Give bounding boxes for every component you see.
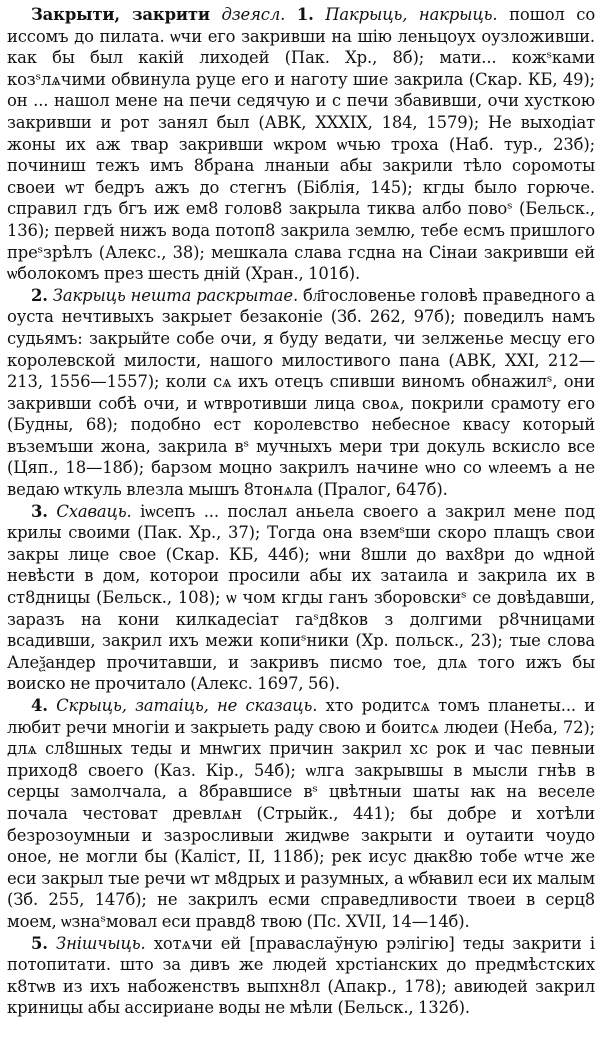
sense-number: 5. xyxy=(31,933,48,953)
headword: Закрыти, закрити xyxy=(31,5,210,24)
sense-text: бл҃гословенье головѣ праведного а оуста нечтивыхъ закрыет безаконіе (Зб. 262, 97б); поведилъ намъ судьямъ: закрыйте собе очи, я буду ведати, чи зелженье месцу его королевской милости, нашого милостивого пана (АВК, XXI, 212—213, 1556—1557); коли сѧ ихъ отецъ спивши виномъ обнажилˢ, они закривши собѣ очи, и ѡтвротивши лица своѧ, покрили срамоту его (Будны, 68); подобно ест королевство небесное квасу который въземъши жона, закрила вˢ мучныхъ мери три докуль вскисло все (Цяп., 18—18б); барзом моцно закрилъ начине ѡно со ѡлеемъ а не ведаю ѡткуль влезла мышъ 8тонѧла (Пралог, 647б). xyxy=(7,285,596,500)
part-of-speech: дзеясл. xyxy=(221,5,286,24)
entry-sense-1 xyxy=(7,4,595,285)
sense-text: іѡсепъ ... послал аньела своего а закрил мене под крилы своими (Пак. Хр., 37); Тогда она вземˢши скоро плащъ свои закры лице свое (Скар. КБ, 44б); ѡни 8шли до вах8ри до ѡдной невѣсти в дом, которои просили абы их затаила и закрила их в ст8дницы (Бельск., 108); ѡ чом кгды ганъ зборовскиˢ се довѣдавши, заразъ на кони килкадесіат гаˢд8ков з долгими р8чницами всадивши, закрил ихъ межи копиˢники (Хр. польск., 23); тые слова Алеѯандер прочитавши, и закривъ писмо тое, длѧ того ижъ бы воиско не прочитало (Алекс. 1697, 56). xyxy=(7,501,595,694)
sense-gloss: Скрыць, затаіць, не сказаць. xyxy=(56,696,318,715)
entry-sense-5 xyxy=(7,933,595,1019)
sense-number: 1. xyxy=(296,5,314,24)
sense-number: 3. xyxy=(31,501,48,521)
sense-gloss: Закрыць нешта раскрытае. xyxy=(52,285,299,305)
sense-gloss: Пакрыць, накрыць. xyxy=(325,5,498,24)
sense-number: 2. xyxy=(31,285,48,305)
sense-text: хотѧчи ей [праваслаўную рэлігію] теды закрити і потопитати. што за дивъ же людей хрстіанских до предмѣстских к8тѡв из ихъ набоженствъ выпхн8л (Апакр., 178); авиюдей закрил криницы абы ассирианe воды не мѣли (Бельск., 132б). xyxy=(7,933,596,1018)
sense-gloss: Схаваць. xyxy=(56,501,132,521)
sense-number: 4. xyxy=(31,696,48,715)
entry-sense-4 xyxy=(7,695,595,933)
entry-sense-3 xyxy=(7,501,595,695)
entry-sense-2 xyxy=(7,285,595,501)
sense-text: пошол со иссомъ до пилата. ѡчи его закривши на шію леньцоух оузложивши. как бы был какій лиходей (Пак. Хр., 8б); мати... кожˢками козˢлѧчими обвинула руце его и наготу шие закрила (Скар. КБ, 49); он ... нашол мене на печи седячую и с печи збавивши, очи хусткою закривши и рот занял был (АВК, XXXIX, 184, 1579); Не выходіат жоны их аж твар закривши ѡкром ѡчью троха (Наб. тур., 23б); починиш тежъ имъ 8брана лнаныи абы закрили тѣло соромоты своеи ѡт бедръ ажъ до стегнъ (Біблія, 145); кгды было горюче. справил гдъ бгъ иж ем8 голов8 закрыла тиква албо повоˢ (Бельск., 136); первей нижъ вода потоп8 закрила землю, тебе есмъ пришлого преˢзрѣлъ (Алекс., 38); мешкала слава гсдна на Сінаи закривши ей ѡболокомъ през шесть дній (Хран., 101б). xyxy=(7,5,596,284)
sense-gloss: Знішчыць. xyxy=(56,933,146,953)
sense-text: хто родитсѧ томъ планеты... и любит речи многіи и закрыеть раду свою и боитсѧ людеи (Неба, 72); длѧ сл8шных теды и мнѡгих причин закрил хс рок и час певныи приход8 своего (Каз. Кір., 54б); ѡлга закрывшы в мысли гнѣв в серцы замолчала, а 8бравшисе вˢ цвѣтныи шаты ꙗк на веселе почала честоват древлѧн (Стрыйк., 441); бы добре и хотѣли безрозоумныи и зазросливыи жидѡве закрыти и оутаити чоудо оное, не могли бы (Каліст, II, 118б); рек исус дꙗк8ю тобе ѡтче же еси закрыл тые речи ѡт м8дрых и разумных, а ѡбꙗвил еси их малым (Зб. 255, 147б); не закрилъ есми справедливости твоеи в серц8 моем, ѡзнаˢмовал еси правд8 твою (Пс. XVII, 14—14б). xyxy=(7,696,596,931)
